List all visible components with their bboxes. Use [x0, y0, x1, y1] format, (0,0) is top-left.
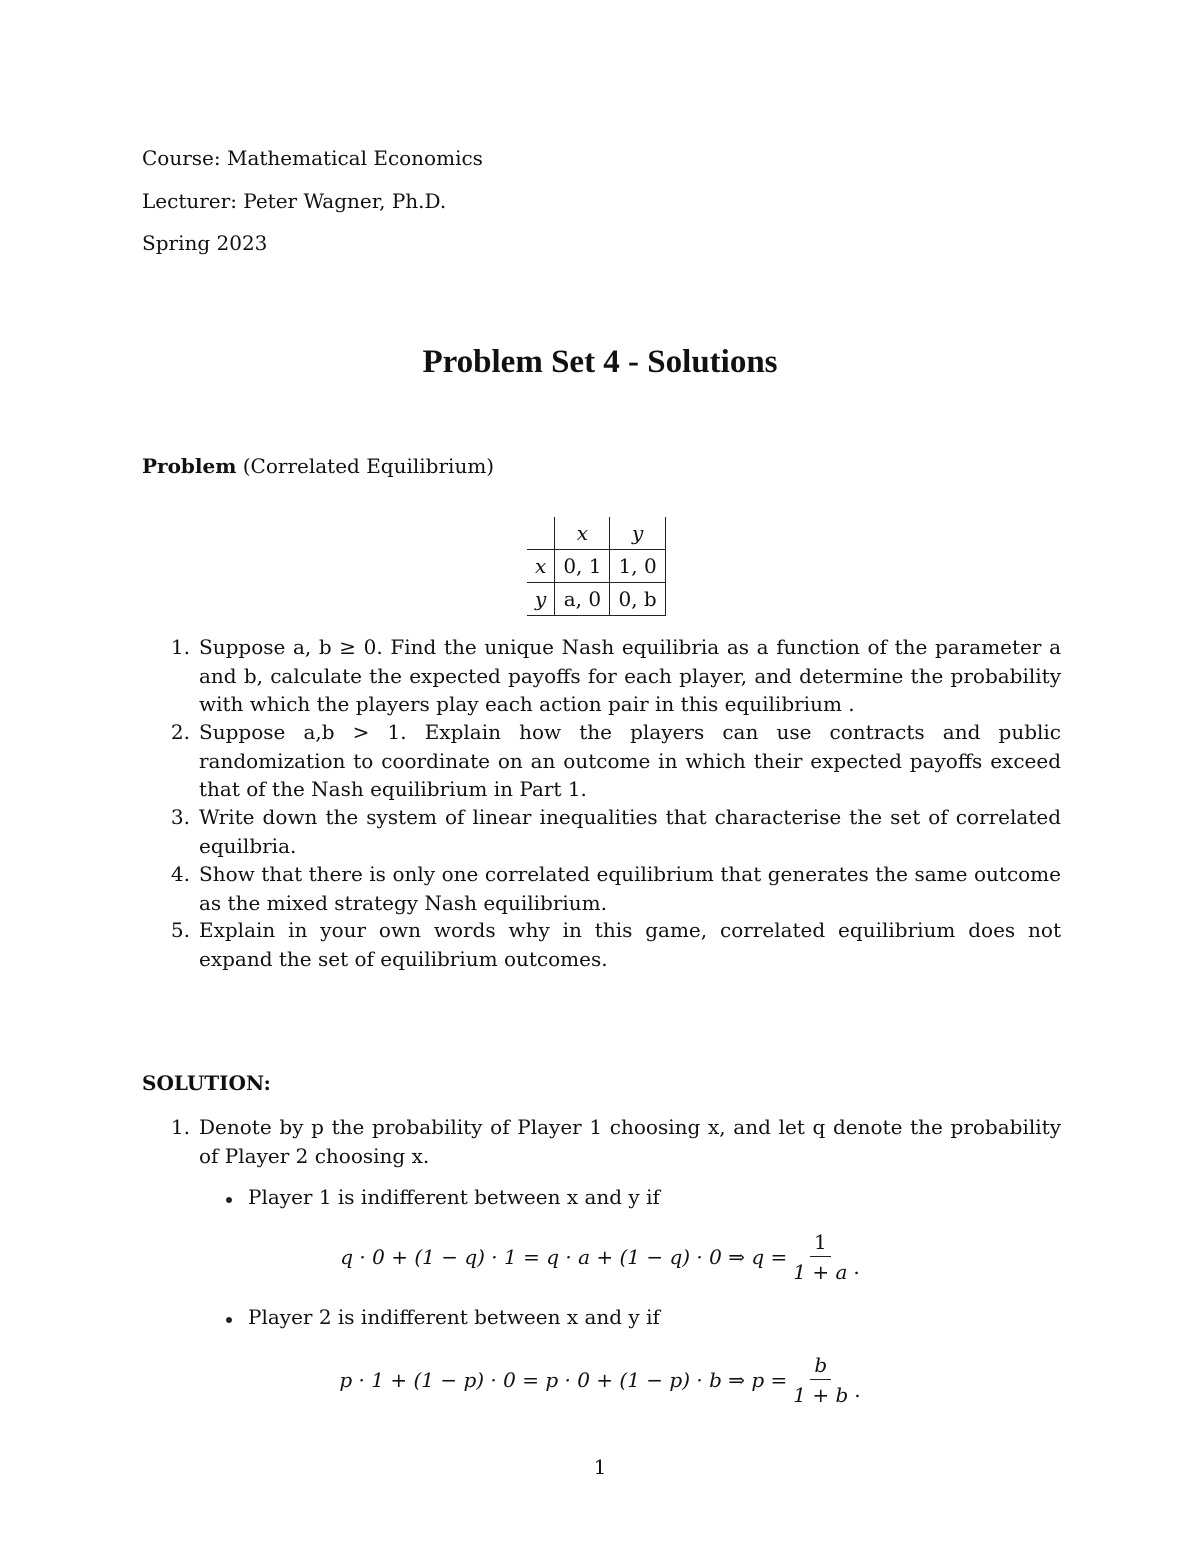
bullet-icon [226, 1317, 232, 1323]
question-item: 2. Suppose a,b > 1. Explain how the players can use contracts and public randomization to coordinate on an outcome in which their expected payoffs exceed that of the Nash equilibrium in Part 1. [170, 720, 1061, 801]
payoff-matrix [527, 517, 666, 616]
question-item: 5. Explain in your own words why in this game, correlated equilibrium does not expand the set of equilibrium outcomes. [170, 918, 1061, 971]
bullet-icon [226, 1197, 232, 1203]
solution-bullet: Player 1 is indifferent between x and y if [226, 1185, 660, 1209]
problem-heading [142, 454, 494, 478]
page-number: 1 [593, 1455, 607, 1479]
solution-item: 1. Denote by p the probability of Player 1 choosing x, and let q denote the probability of Player 2 choosing x. [170, 1115, 1061, 1168]
row-header-y: y [527, 583, 555, 616]
question-item: 1. Suppose a, b ≥ 0. Find the unique Nash equilibria as a function of the parameter a and b, calculate the expected payoffs for each player, and determine the probability with which the players play each action pair in this equilibrium . [170, 635, 1061, 716]
corner-cell [527, 517, 555, 550]
row-header-x: x [527, 550, 555, 583]
problem-label: Problem [142, 454, 237, 478]
problem-subtitle: (Correlated Equilibrium) [242, 454, 495, 478]
payoff-cell: 1, 0 [610, 550, 665, 583]
solution-bullet: Player 2 is indifferent between x and y if [226, 1305, 660, 1329]
question-item: 4. Show that there is only one correlated equilibrium that generates the same outcome as the mixed strategy Nash equilibrium. [170, 862, 1061, 915]
col-header-x: x [555, 517, 610, 550]
page-title: Problem Set 4 - Solutions [422, 344, 778, 380]
equation-player1: q · 0 + (1 − q) · 1 = q · a + (1 − q) · 0 ⇒ q = $\frac{1}{1 + a}$ . [340, 1230, 860, 1284]
payoff-cell: a, 0 [555, 583, 610, 616]
solution-heading: SOLUTION: [142, 1071, 271, 1095]
term-line: Spring 2023 [142, 231, 268, 255]
fraction: $\frac{1}{1 + a}$ [793, 1230, 848, 1284]
payoff-cell: 0, b [610, 583, 665, 616]
question-item: 3. Write down the system of linear inequalities that characterise the set of correlated equilbria. [170, 805, 1061, 858]
col-header-y: y [610, 517, 665, 550]
payoff-cell: 0, 1 [555, 550, 610, 583]
lecturer-line: Lecturer: Peter Wagner, Ph.D. [142, 189, 447, 213]
course-line: Course: Mathematical Economics [142, 146, 483, 170]
fraction: $\frac{b}{1 + b}$ [793, 1353, 849, 1407]
equation-player2: p · 1 + (1 − p) · 0 = p · 0 + (1 − p) · b ⇒ p = $\frac{b}{1 + b}$ . [339, 1353, 861, 1407]
